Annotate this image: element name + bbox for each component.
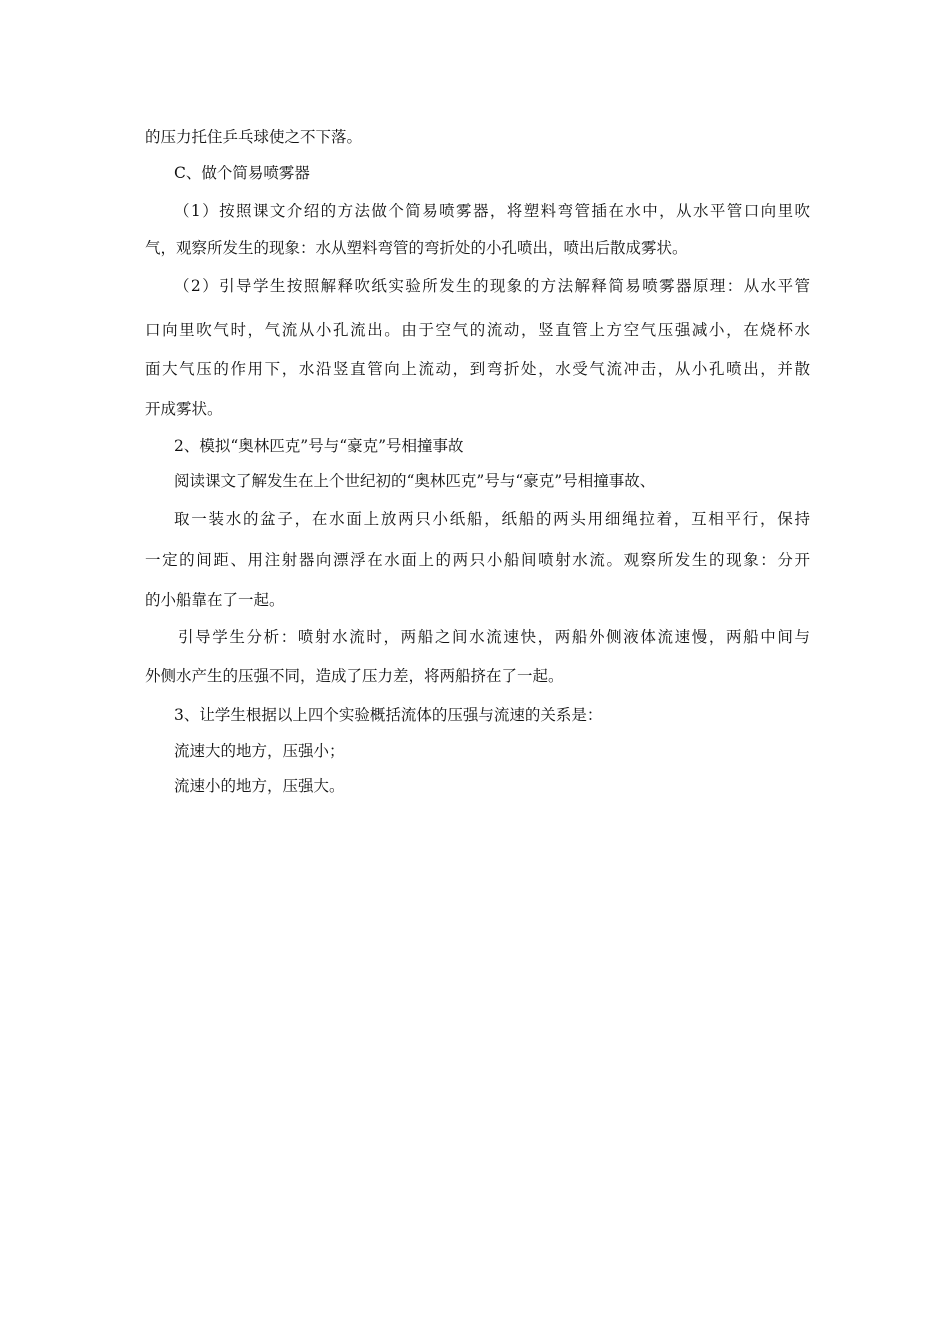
section-heading-c: C、做个简易喷雾器	[174, 164, 310, 182]
text-line-7: 面大气压的作用下，水沿竖直管向上流动，到弯折处，水受气流冲击，从小孔喷出，并散	[145, 360, 810, 378]
text-line-11: 取一装水的盆子，在水面上放两只小纸船，纸船的两头用细绳拉着，互相平行，保持	[174, 510, 810, 528]
text-line-13: 的小船靠在了一起。	[145, 591, 285, 609]
text-line-8: 开成雾状。	[145, 400, 223, 418]
text-line-14: 引导学生分析：喷射水流时，两船之间水流速快，两船外侧液体流速慢，两船中间与	[178, 628, 810, 646]
text-line-6: 口向里吹气时，气流从小孔流出。由于空气的流动，竖直管上方空气压强减小，在烧杯水	[145, 321, 810, 339]
text-line-4: 气，观察所发生的现象：水从塑料弯管的弯折处的小孔喷出，喷出后散成雾状。	[145, 239, 688, 257]
section-heading-3: 3、让学生根据以上四个实验概括流体的压强与流速的关系是：	[174, 706, 603, 724]
text-line-5: （2）引导学生按照解释吹纸实验所发生的现象的方法解释简易喷雾器原理：从水平管	[174, 277, 810, 295]
conclusion-line-1: 流速大的地方，压强小；	[174, 742, 345, 760]
text-line-1: 的压力托住乒乓球使之不下落。	[145, 128, 363, 146]
text-line-3: （1）按照课文介绍的方法做个简易喷雾器，将塑料弯管插在水中，从水平管口向里吹	[174, 202, 810, 220]
text-line-12: 一定的间距、用注射器向漂浮在水面上的两只小船间喷射水流。观察所发生的现象：分开	[145, 551, 810, 569]
text-line-10: 阅读课文了解发生在上个世纪初的“奥林匹克”号与“豪克”号相撞事故、	[174, 472, 656, 490]
section-heading-2: 2、模拟“奥林匹克”号与“豪克”号相撞事故	[174, 437, 464, 455]
text-line-15: 外侧水产生的压强不同，造成了压力差，将两船挤在了一起。	[145, 667, 564, 685]
conclusion-line-2: 流速小的地方，压强大。	[174, 777, 345, 795]
